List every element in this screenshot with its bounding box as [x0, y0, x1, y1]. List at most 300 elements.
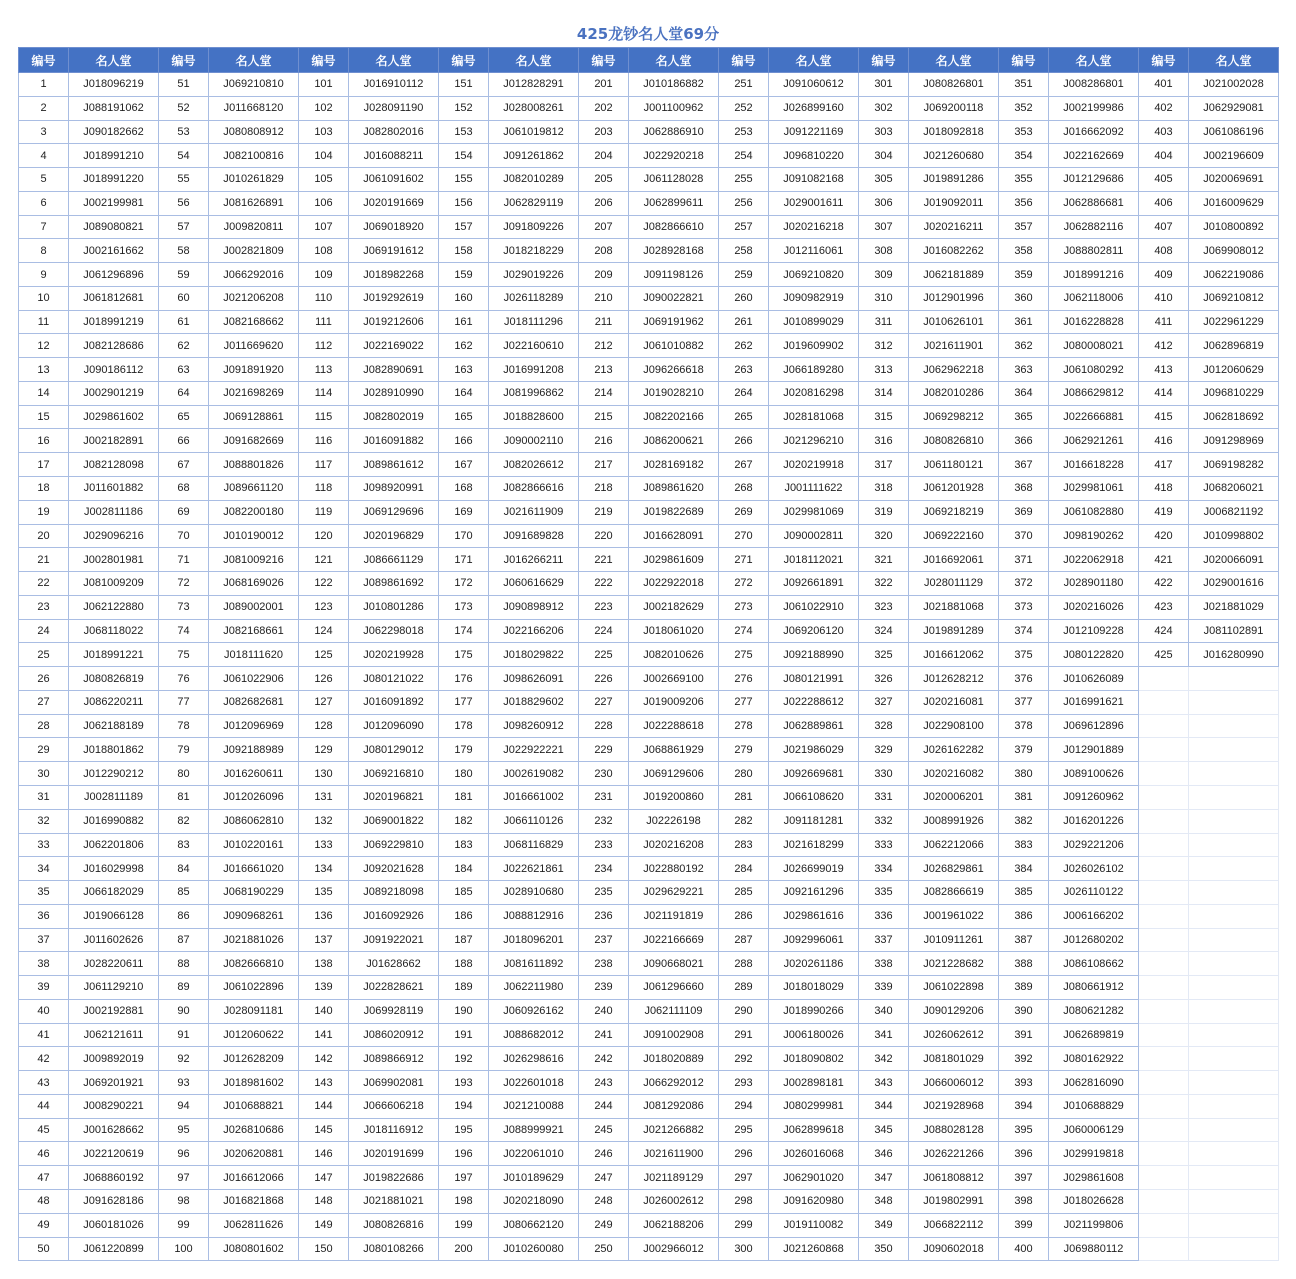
entry-number: 358: [999, 239, 1049, 263]
entry-serial-code: J088999921: [489, 1118, 579, 1142]
table-row: [19, 310, 1279, 334]
entry-serial-code: J088801826: [209, 453, 299, 477]
entry-number: 362: [999, 334, 1049, 358]
entry-number: 338: [859, 952, 909, 976]
entry-number: 103: [299, 120, 349, 144]
entry-serial-code: J082866616: [489, 477, 579, 501]
empty-cell: [1139, 809, 1189, 833]
entry-serial-code: J091809226: [489, 215, 579, 239]
column-header-hall-of-fame: 名人堂: [909, 48, 999, 73]
entry-number: 308: [859, 239, 909, 263]
entry-serial-code: J080121991: [769, 667, 859, 691]
entry-number: 143: [299, 1071, 349, 1095]
entry-serial-code: J020196829: [349, 524, 439, 548]
entry-number: 12: [19, 334, 69, 358]
entry-serial-code: J022166206: [489, 619, 579, 643]
entry-number: 389: [999, 976, 1049, 1000]
empty-cell: [1139, 1071, 1189, 1095]
entry-number: 170: [439, 524, 489, 548]
entry-number: 397: [999, 1166, 1049, 1190]
table-row: [19, 1023, 1279, 1047]
entry-number: 33: [19, 833, 69, 857]
entry-serial-code: J066108620: [769, 785, 859, 809]
entry-number: 200: [439, 1237, 489, 1261]
entry-number: 315: [859, 405, 909, 429]
entry-serial-code: J029861616: [769, 904, 859, 928]
entry-number: 313: [859, 358, 909, 382]
entry-serial-code: J020191669: [349, 191, 439, 215]
entry-serial-code: J029001616: [1189, 572, 1279, 596]
entry-number: 83: [159, 833, 209, 857]
entry-serial-code: J080008021: [1049, 334, 1139, 358]
empty-cell: [1139, 762, 1189, 786]
empty-cell: [1139, 928, 1189, 952]
table-row: [19, 999, 1279, 1023]
table-row: [19, 714, 1279, 738]
entry-number: 285: [719, 881, 769, 905]
table-row: [19, 1166, 1279, 1190]
entry-serial-code: J091682669: [209, 429, 299, 453]
entry-number: 99: [159, 1213, 209, 1237]
entry-number: 154: [439, 144, 489, 168]
entry-number: 62: [159, 334, 209, 358]
entry-serial-code: J019028210: [629, 381, 719, 405]
entry-number: 359: [999, 263, 1049, 287]
table-row: [19, 381, 1279, 405]
entry-serial-code: J061296660: [629, 976, 719, 1000]
empty-cell: [1139, 667, 1189, 691]
entry-number: 134: [299, 857, 349, 881]
entry-number: 64: [159, 381, 209, 405]
entry-number: 207: [579, 215, 629, 239]
entry-serial-code: J066006012: [909, 1071, 999, 1095]
entry-number: 50: [19, 1237, 69, 1261]
entry-serial-code: J016662092: [1049, 120, 1139, 144]
entry-number: 173: [439, 595, 489, 619]
table-row: [19, 928, 1279, 952]
entry-number: 244: [579, 1094, 629, 1118]
entry-serial-code: J060181026: [69, 1213, 159, 1237]
column-header-hall-of-fame: 名人堂: [629, 48, 719, 73]
table-row: [19, 548, 1279, 572]
entry-number: 201: [579, 73, 629, 97]
entry-serial-code: J016612062: [909, 643, 999, 667]
table-row: [19, 1189, 1279, 1213]
entry-number: 377: [999, 690, 1049, 714]
entry-number: 381: [999, 785, 1049, 809]
table-row: [19, 809, 1279, 833]
entry-number: 409: [1139, 263, 1189, 287]
entry-number: 240: [579, 999, 629, 1023]
empty-cell: [1189, 667, 1279, 691]
entry-serial-code: J001100962: [629, 96, 719, 120]
entry-serial-code: J019822689: [629, 500, 719, 524]
entry-serial-code: J028928168: [629, 239, 719, 263]
entry-number: 96: [159, 1142, 209, 1166]
entry-number: 387: [999, 928, 1049, 952]
entry-number: 405: [1139, 168, 1189, 192]
entry-number: 194: [439, 1094, 489, 1118]
header-row: [19, 48, 1279, 73]
entry-serial-code: J016991208: [489, 358, 579, 382]
entry-serial-code: J081801029: [909, 1047, 999, 1071]
entry-serial-code: J010688829: [1049, 1094, 1139, 1118]
entry-number: 232: [579, 809, 629, 833]
entry-number: 421: [1139, 548, 1189, 572]
empty-cell: [1139, 1023, 1189, 1047]
entry-serial-code: J018991221: [69, 643, 159, 667]
empty-cell: [1189, 833, 1279, 857]
entry-number: 298: [719, 1189, 769, 1213]
entry-serial-code: J026221266: [909, 1142, 999, 1166]
entry-number: 140: [299, 999, 349, 1023]
entry-serial-code: J090002811: [769, 524, 859, 548]
entry-number: 228: [579, 714, 629, 738]
entry-number: 191: [439, 1023, 489, 1047]
entry-serial-code: J068118022: [69, 619, 159, 643]
entry-number: 148: [299, 1189, 349, 1213]
entry-serial-code: J061180121: [909, 453, 999, 477]
entry-serial-code: J020006201: [909, 785, 999, 809]
entry-number: 186: [439, 904, 489, 928]
entry-number: 44: [19, 1094, 69, 1118]
entry-serial-code: J020216218: [769, 215, 859, 239]
entry-number: 101: [299, 73, 349, 97]
entry-serial-code: J016692061: [909, 548, 999, 572]
entry-number: 77: [159, 690, 209, 714]
entry-serial-code: J089218098: [349, 881, 439, 905]
entry-number: 138: [299, 952, 349, 976]
column-header-number: 编号: [719, 48, 769, 73]
entry-number: 100: [159, 1237, 209, 1261]
entry-number: 307: [859, 215, 909, 239]
entry-number: 245: [579, 1118, 629, 1142]
entry-number: 336: [859, 904, 909, 928]
entry-serial-code: J081626891: [209, 191, 299, 215]
entry-serial-code: J020216026: [1049, 595, 1139, 619]
entry-number: 167: [439, 453, 489, 477]
column-header-number: 编号: [1139, 48, 1189, 73]
table-header: [19, 48, 1279, 73]
entry-serial-code: J091060612: [769, 73, 859, 97]
entry-serial-code: J010911261: [909, 928, 999, 952]
entry-serial-code: J022162669: [1049, 144, 1139, 168]
table-row: [19, 524, 1279, 548]
column-header-hall-of-fame: 名人堂: [209, 48, 299, 73]
entry-serial-code: J069191612: [349, 239, 439, 263]
entry-serial-code: J019822686: [349, 1166, 439, 1190]
entry-serial-code: J068169026: [209, 572, 299, 596]
entry-serial-code: J091260962: [1049, 785, 1139, 809]
entry-number: 265: [719, 405, 769, 429]
entry-serial-code: J069210810: [209, 73, 299, 97]
table-row: [19, 263, 1279, 287]
entry-serial-code: J018218229: [489, 239, 579, 263]
table-row: [19, 1237, 1279, 1261]
entry-number: 274: [719, 619, 769, 643]
entry-serial-code: J010220161: [209, 833, 299, 857]
entry-number: 157: [439, 215, 489, 239]
entry-number: 175: [439, 643, 489, 667]
entry-number: 67: [159, 453, 209, 477]
entry-number: 276: [719, 667, 769, 691]
entry-serial-code: J090898912: [489, 595, 579, 619]
entry-serial-code: J018092818: [909, 120, 999, 144]
empty-cell: [1189, 738, 1279, 762]
entry-serial-code: J012901889: [1049, 738, 1139, 762]
entry-number: 319: [859, 500, 909, 524]
entry-serial-code: J022920218: [629, 144, 719, 168]
entry-number: 180: [439, 762, 489, 786]
table-row: [19, 667, 1279, 691]
entry-serial-code: J061128028: [629, 168, 719, 192]
entry-number: 118: [299, 477, 349, 501]
entry-serial-code: J080108266: [349, 1237, 439, 1261]
entry-number: 6: [19, 191, 69, 215]
entry-number: 223: [579, 595, 629, 619]
entry-serial-code: J011601882: [69, 477, 159, 501]
entry-number: 177: [439, 690, 489, 714]
empty-cell: [1189, 1118, 1279, 1142]
entry-serial-code: J089861620: [629, 477, 719, 501]
empty-cell: [1189, 1237, 1279, 1261]
entry-number: 40: [19, 999, 69, 1023]
entry-serial-code: J016266211: [489, 548, 579, 572]
entry-number: 127: [299, 690, 349, 714]
entry-serial-code: J001111622: [769, 477, 859, 501]
entry-serial-code: J069216810: [349, 762, 439, 786]
entry-serial-code: J061129210: [69, 976, 159, 1000]
entry-number: 156: [439, 191, 489, 215]
entry-serial-code: J082128686: [69, 334, 159, 358]
table-row: [19, 477, 1279, 501]
entry-number: 34: [19, 857, 69, 881]
entry-number: 16: [19, 429, 69, 453]
entry-number: 81: [159, 785, 209, 809]
entry-number: 122: [299, 572, 349, 596]
entry-serial-code: J012116061: [769, 239, 859, 263]
entry-number: 179: [439, 738, 489, 762]
entry-serial-code: J022961229: [1189, 310, 1279, 334]
entry-serial-code: J029019226: [489, 263, 579, 287]
entry-serial-code: J091298969: [1189, 429, 1279, 453]
entry-serial-code: J026110122: [1049, 881, 1139, 905]
empty-cell: [1189, 904, 1279, 928]
entry-serial-code: J012060629: [1189, 358, 1279, 382]
entry-serial-code: J002182891: [69, 429, 159, 453]
table-row: [19, 904, 1279, 928]
entry-serial-code: J026162282: [909, 738, 999, 762]
entry-serial-code: J080826801: [909, 73, 999, 97]
entry-number: 254: [719, 144, 769, 168]
entry-serial-code: J091922021: [349, 928, 439, 952]
entry-number: 317: [859, 453, 909, 477]
entry-serial-code: J082010289: [489, 168, 579, 192]
entry-number: 222: [579, 572, 629, 596]
entry-number: 280: [719, 762, 769, 786]
entry-serial-code: J062181889: [909, 263, 999, 287]
entry-number: 27: [19, 690, 69, 714]
entry-number: 17: [19, 453, 69, 477]
entry-serial-code: J021191819: [629, 904, 719, 928]
entry-number: 198: [439, 1189, 489, 1213]
entry-serial-code: J022288618: [629, 714, 719, 738]
entry-serial-code: J062829119: [489, 191, 579, 215]
entry-number: 277: [719, 690, 769, 714]
entry-number: 193: [439, 1071, 489, 1095]
empty-cell: [1189, 857, 1279, 881]
entry-number: 204: [579, 144, 629, 168]
entry-number: 174: [439, 619, 489, 643]
entry-serial-code: J082890691: [349, 358, 439, 382]
entry-serial-code: J021260680: [909, 144, 999, 168]
entry-serial-code: J081996862: [489, 381, 579, 405]
table-row: [19, 453, 1279, 477]
entry-number: 248: [579, 1189, 629, 1213]
entry-serial-code: J002196609: [1189, 144, 1279, 168]
entry-serial-code: J010626089: [1049, 667, 1139, 691]
entry-serial-code: J012096969: [209, 714, 299, 738]
entry-serial-code: J028169182: [629, 453, 719, 477]
entry-serial-code: J018829602: [489, 690, 579, 714]
entry-serial-code: J012901996: [909, 286, 999, 310]
entry-number: 236: [579, 904, 629, 928]
entry-serial-code: J016082262: [909, 239, 999, 263]
entry-number: 267: [719, 453, 769, 477]
entry-serial-code: J098190262: [1049, 524, 1139, 548]
entry-number: 384: [999, 857, 1049, 881]
entry-number: 115: [299, 405, 349, 429]
entry-serial-code: J026829861: [909, 857, 999, 881]
entry-serial-code: J080662120: [489, 1213, 579, 1237]
empty-cell: [1139, 952, 1189, 976]
entry-serial-code: J026002612: [629, 1189, 719, 1213]
entry-number: 400: [999, 1237, 1049, 1261]
entry-number: 19: [19, 500, 69, 524]
entry-serial-code: J022169022: [349, 334, 439, 358]
entry-serial-code: J018991216: [1049, 263, 1139, 287]
entry-number: 85: [159, 881, 209, 905]
table-row: [19, 73, 1279, 97]
entry-serial-code: J062816090: [1049, 1071, 1139, 1095]
entry-number: 292: [719, 1047, 769, 1071]
entry-serial-code: J091628186: [69, 1189, 159, 1213]
entry-serial-code: J026062612: [909, 1023, 999, 1047]
entry-serial-code: J028091181: [209, 999, 299, 1023]
entry-number: 25: [19, 643, 69, 667]
entry-serial-code: J022601018: [489, 1071, 579, 1095]
entry-serial-code: J082026612: [489, 453, 579, 477]
entry-serial-code: J088812916: [489, 904, 579, 928]
entry-number: 124: [299, 619, 349, 643]
entry-serial-code: J091198126: [629, 263, 719, 287]
empty-cell: [1139, 738, 1189, 762]
entry-number: 269: [719, 500, 769, 524]
entry-number: 89: [159, 976, 209, 1000]
entry-number: 95: [159, 1118, 209, 1142]
entry-number: 355: [999, 168, 1049, 192]
entry-number: 255: [719, 168, 769, 192]
entry-serial-code: J092188990: [769, 643, 859, 667]
entry-serial-code: J002199981: [69, 191, 159, 215]
entry-serial-code: J081102891: [1189, 619, 1279, 643]
entry-number: 413: [1139, 358, 1189, 382]
entry-serial-code: J096810220: [769, 144, 859, 168]
entry-number: 112: [299, 334, 349, 358]
entry-number: 18: [19, 477, 69, 501]
entry-number: 102: [299, 96, 349, 120]
entry-number: 279: [719, 738, 769, 762]
entry-number: 48: [19, 1189, 69, 1213]
entry-number: 229: [579, 738, 629, 762]
entry-number: 386: [999, 904, 1049, 928]
entry-serial-code: J002182629: [629, 595, 719, 619]
entry-serial-code: J092161296: [769, 881, 859, 905]
table-row: [19, 1047, 1279, 1071]
entry-number: 335: [859, 881, 909, 905]
entry-number: 288: [719, 952, 769, 976]
entry-number: 39: [19, 976, 69, 1000]
entry-number: 300: [719, 1237, 769, 1261]
entry-number: 327: [859, 690, 909, 714]
entry-number: 35: [19, 881, 69, 905]
entry-number: 84: [159, 857, 209, 881]
empty-cell: [1139, 1118, 1189, 1142]
entry-number: 303: [859, 120, 909, 144]
empty-cell: [1189, 1189, 1279, 1213]
empty-cell: [1139, 785, 1189, 809]
entry-serial-code: J066822112: [909, 1213, 999, 1237]
column-header-hall-of-fame: 名人堂: [69, 48, 159, 73]
entry-serial-code: J081009216: [209, 548, 299, 572]
entry-serial-code: J018029822: [489, 643, 579, 667]
empty-cell: [1139, 690, 1189, 714]
empty-cell: [1139, 1094, 1189, 1118]
entry-number: 131: [299, 785, 349, 809]
entry-serial-code: J002901219: [69, 381, 159, 405]
entry-serial-code: J086629812: [1049, 381, 1139, 405]
entry-number: 59: [159, 263, 209, 287]
entry-number: 383: [999, 833, 1049, 857]
table-row: [19, 619, 1279, 643]
entry-serial-code: J080808912: [209, 120, 299, 144]
entry-number: 86: [159, 904, 209, 928]
entry-serial-code: J01628662: [349, 952, 439, 976]
entry-number: 418: [1139, 477, 1189, 501]
table-row: [19, 857, 1279, 881]
entry-serial-code: J012680202: [1049, 928, 1139, 952]
entry-serial-code: J086200621: [629, 429, 719, 453]
entry-number: 91: [159, 1023, 209, 1047]
entry-number: 107: [299, 215, 349, 239]
entry-serial-code: J012026096: [209, 785, 299, 809]
entry-number: 178: [439, 714, 489, 738]
entry-serial-code: J019212606: [349, 310, 439, 334]
entry-number: 158: [439, 239, 489, 263]
entry-serial-code: J028181068: [769, 405, 859, 429]
entry-serial-code: J096266618: [629, 358, 719, 382]
empty-cell: [1189, 999, 1279, 1023]
entry-serial-code: J090668021: [629, 952, 719, 976]
entry-serial-code: J069218219: [909, 500, 999, 524]
entry-serial-code: J082168662: [209, 310, 299, 334]
entry-serial-code: J098920991: [349, 477, 439, 501]
entry-number: 367: [999, 453, 1049, 477]
entry-number: 360: [999, 286, 1049, 310]
entry-serial-code: J002898181: [769, 1071, 859, 1095]
entry-number: 273: [719, 595, 769, 619]
entry-serial-code: J011669620: [209, 334, 299, 358]
